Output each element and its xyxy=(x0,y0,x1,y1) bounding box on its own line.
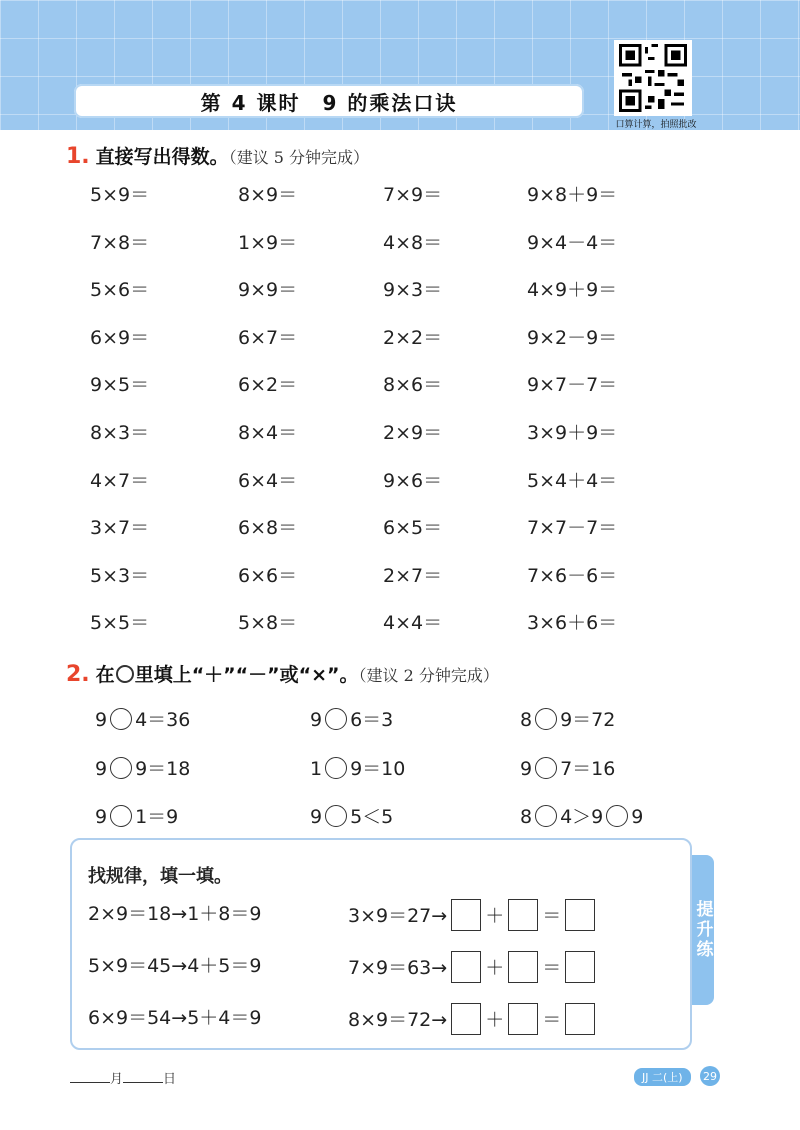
lesson-title-bar xyxy=(74,84,584,118)
calc-problem: 8×6＝ xyxy=(383,374,443,397)
calc-problem: 9×3＝ xyxy=(383,279,443,302)
operator-circle[interactable] xyxy=(110,708,132,730)
calc-problem: 1×9＝ xyxy=(238,231,298,254)
pattern-task-expr: 3×9＝27→ xyxy=(348,905,448,927)
operand: 9 xyxy=(310,806,323,828)
operator-problem xyxy=(520,802,643,829)
calc-problem: 6×9＝ xyxy=(90,326,150,349)
operator-circle[interactable] xyxy=(325,708,347,730)
operator-problem xyxy=(95,754,190,781)
calc-problem: 6×5＝ xyxy=(383,517,443,540)
operand-rest: 7＝16 xyxy=(560,758,616,780)
calc-problem: 6×2＝ xyxy=(238,374,298,397)
answer-box[interactable] xyxy=(508,1003,538,1035)
calc-problem: 5×6＝ xyxy=(90,279,150,302)
calc-problem: 6×6＝ xyxy=(238,564,298,587)
answer-box[interactable] xyxy=(508,951,538,983)
answer-box[interactable] xyxy=(451,1003,481,1035)
calc-problem: 6×4＝ xyxy=(238,469,298,492)
operator-problem xyxy=(310,802,393,829)
operand-rest: 6＝3 xyxy=(350,709,394,731)
operand: 8 xyxy=(520,709,533,731)
calc-problem: 5×3＝ xyxy=(90,564,150,587)
answer-box[interactable] xyxy=(565,899,595,931)
pattern-task-expr: 8×9＝72→ xyxy=(348,1009,448,1031)
section-1-number: 1. xyxy=(66,144,90,169)
operand-rest: 1＝9 xyxy=(135,806,179,828)
page-number: 29 xyxy=(700,1066,720,1086)
operand-rest: 4＝36 xyxy=(135,709,191,731)
calc-problem: 8×4＝ xyxy=(238,422,298,444)
operand-rest: 9＝72 xyxy=(560,709,616,731)
calc-problem: 7×7－7＝ xyxy=(527,517,618,540)
operand-rest: 9＝18 xyxy=(135,758,191,780)
answer-box[interactable] xyxy=(451,951,481,983)
calc-problem: 8×3＝ xyxy=(90,422,150,444)
side-tab-label: 提升练 xyxy=(692,855,714,1005)
calc-problem: 4×4＝ xyxy=(383,612,443,635)
operator-circle[interactable] xyxy=(535,805,557,827)
calc-problem: 9×2－9＝ xyxy=(527,326,618,349)
section-2-number: 2. xyxy=(66,662,90,687)
month-blank[interactable] xyxy=(70,1082,110,1083)
operand-rest: 4＞9 xyxy=(560,806,604,828)
calc-problem: 9×9＝ xyxy=(238,279,298,302)
operator-problem xyxy=(95,705,190,732)
calc-problem: 9×8＋9＝ xyxy=(527,184,618,206)
pattern-example: 5×9＝45→4＋5＝9 xyxy=(88,955,262,977)
month-label: 月 xyxy=(110,1072,124,1087)
calc-problem: 2×2＝ xyxy=(383,326,443,349)
equals-sign: ＝ xyxy=(542,957,562,979)
qr-caption: 口算计算，拍照批改 xyxy=(615,120,697,130)
operand-rest: 9＝10 xyxy=(350,758,406,780)
calc-problem: 3×7＝ xyxy=(90,517,150,540)
calc-problem: 9×5＝ xyxy=(90,374,150,397)
calc-problem: 9×4－4＝ xyxy=(527,231,618,254)
calc-problem: 5×8＝ xyxy=(238,612,298,635)
operator-circle[interactable] xyxy=(535,757,557,779)
calc-problem: 8×9＝ xyxy=(238,184,298,206)
calc-problem: 6×8＝ xyxy=(238,517,298,540)
calc-problem: 5×5＝ xyxy=(90,612,150,635)
operand: 1 xyxy=(310,758,323,780)
section-2-label-a: 在 xyxy=(95,664,115,686)
section-2-hint: （建议 2 分钟完成） xyxy=(358,666,499,685)
day-blank[interactable] xyxy=(123,1082,163,1083)
pattern-example: 2×9＝18→1＋8＝9 xyxy=(88,903,262,925)
operand: 9 xyxy=(95,758,108,780)
operator-circle[interactable] xyxy=(110,805,132,827)
calc-problem: 4×7＝ xyxy=(90,469,150,492)
answer-box[interactable] xyxy=(508,899,538,931)
section-2-label-b: 里填上“＋”“－”或“×”。 xyxy=(134,664,359,686)
operator-problem xyxy=(310,705,393,732)
operator-circle[interactable] xyxy=(325,805,347,827)
pattern-task xyxy=(348,899,599,931)
qr-code-icon[interactable] xyxy=(614,40,692,116)
answer-box[interactable] xyxy=(565,1003,595,1035)
lesson-title: 9 的乘法口诀 xyxy=(322,90,458,115)
operand: 9 xyxy=(520,758,533,780)
operand-rest: 5＜5 xyxy=(350,806,394,828)
plus-sign: ＋ xyxy=(485,905,505,927)
circle-icon xyxy=(116,665,134,683)
operand: 9 xyxy=(95,806,108,828)
calc-problem: 2×9＝ xyxy=(383,422,443,444)
operator-circle[interactable] xyxy=(535,708,557,730)
operator-circle[interactable] xyxy=(606,805,628,827)
operator-problem xyxy=(520,705,615,732)
plus-sign: ＋ xyxy=(485,957,505,979)
operator-problem xyxy=(95,802,178,829)
calc-problem: 5×4＋4＝ xyxy=(527,469,618,492)
answer-box[interactable] xyxy=(451,899,481,931)
section-1-title xyxy=(66,142,369,169)
section-1-hint: （建议 5 分钟完成） xyxy=(228,148,370,167)
operand: 9 xyxy=(310,709,323,731)
calc-problem: 3×6＋6＝ xyxy=(527,612,618,635)
calc-problem: 6×7＝ xyxy=(238,326,298,349)
operator-circle[interactable] xyxy=(325,757,347,779)
calc-problem: 9×7－7＝ xyxy=(527,374,618,397)
operand: 8 xyxy=(520,806,533,828)
calc-problem: 9×6＝ xyxy=(383,469,443,492)
equals-sign: ＝ xyxy=(542,905,562,927)
calc-problem: 7×6－6＝ xyxy=(527,564,618,587)
calc-problem: 3×9＋9＝ xyxy=(527,422,618,444)
section-2-title xyxy=(66,660,499,687)
lesson-number: 第 4 课时 xyxy=(200,90,301,115)
operator-circle[interactable] xyxy=(110,757,132,779)
operator-problem xyxy=(520,754,615,781)
day-label: 日 xyxy=(163,1072,177,1087)
date-field[interactable] xyxy=(70,1068,176,1087)
pattern-task xyxy=(348,951,599,983)
section-1-label: 直接写出得数。 xyxy=(95,146,229,168)
calc-problem: 7×8＝ xyxy=(90,231,150,254)
calc-problem: 4×8＝ xyxy=(383,231,443,254)
operand: 9 xyxy=(631,806,644,828)
operand: 9 xyxy=(95,709,108,731)
equals-sign: ＝ xyxy=(542,1009,562,1031)
pattern-task xyxy=(348,1003,599,1035)
plus-sign: ＋ xyxy=(485,1009,505,1031)
answer-box[interactable] xyxy=(565,951,595,983)
calc-problem: 4×9＋9＝ xyxy=(527,279,618,302)
calc-problem: 5×9＝ xyxy=(90,184,150,206)
operator-problem xyxy=(310,754,405,781)
calc-problem: 7×9＝ xyxy=(383,184,443,206)
grade-badge: JJ 二(上) xyxy=(634,1068,691,1086)
pattern-example: 6×9＝54→5＋4＝9 xyxy=(88,1007,262,1029)
pattern-task-expr: 7×9＝63→ xyxy=(348,957,448,979)
pattern-title: 找规律，填一填。 xyxy=(88,866,232,887)
calc-problem: 2×7＝ xyxy=(383,564,443,587)
